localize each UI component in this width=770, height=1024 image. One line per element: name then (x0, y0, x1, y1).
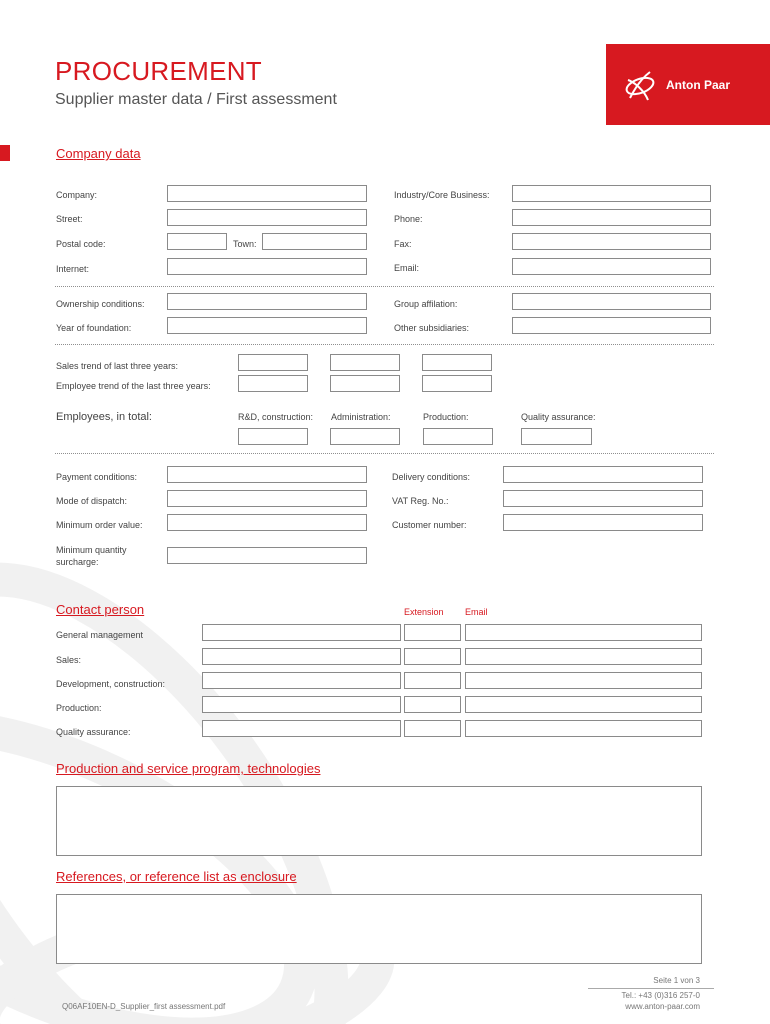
delivery-input[interactable] (503, 466, 703, 483)
page-subtitle: Supplier master data / First assessment (55, 91, 337, 108)
rd-label: R&D, construction: (238, 412, 314, 422)
customer-number-input[interactable] (503, 514, 703, 531)
customer-number-label: Customer number: (392, 520, 467, 530)
footer-web: www.anton-paar.com (625, 1002, 700, 1011)
subsidiaries-label: Other subsidiaries: (394, 323, 470, 333)
employee-trend-year1-input[interactable] (238, 375, 308, 392)
postal-code-input[interactable] (167, 233, 227, 250)
development-name-input[interactable] (202, 672, 401, 689)
section-marker (0, 145, 10, 161)
divider (55, 344, 714, 345)
divider (55, 453, 714, 454)
footer-rule (588, 988, 714, 989)
town-input[interactable] (262, 233, 367, 250)
foundation-input[interactable] (167, 317, 367, 334)
employee-trend-label: Employee trend of the last three years: (56, 381, 211, 391)
sales-extension-input[interactable] (404, 648, 461, 665)
min-qty-label-line2: surcharge: (56, 557, 99, 567)
min-qty-surcharge-input[interactable] (167, 547, 367, 564)
sales-trend-year1-input[interactable] (238, 354, 308, 371)
references-textarea[interactable] (56, 894, 702, 964)
employee-trend-year3-input[interactable] (422, 375, 492, 392)
vat-input[interactable] (503, 490, 703, 507)
company-data-heading: Company data (56, 146, 141, 161)
internet-label: Internet: (56, 264, 90, 274)
street-label: Street: (56, 214, 83, 224)
group-input[interactable] (512, 293, 711, 310)
sales-email-input[interactable] (465, 648, 702, 665)
production-label: Production: (423, 412, 469, 422)
street-input[interactable] (167, 209, 367, 226)
anton-paar-logo-icon (620, 66, 660, 106)
administration-label: Administration: (331, 412, 391, 422)
company-label: Company: (56, 190, 98, 200)
payment-label: Payment conditions: (56, 472, 138, 482)
industry-label: Industry/Core Business: (394, 190, 490, 200)
page-title: PROCUREMENT (55, 56, 262, 86)
contact-row-label: Sales: (56, 655, 82, 665)
development-extension-input[interactable] (404, 672, 461, 689)
email-input[interactable] (512, 258, 711, 275)
sales-name-input[interactable] (202, 648, 401, 665)
page-number: Seite 1 von 3 (653, 976, 700, 985)
phone-label: Phone: (394, 214, 423, 224)
contact-row-label: Quality assurance: (56, 727, 131, 737)
production-email-input[interactable] (465, 696, 702, 713)
ownership-label: Ownership conditions: (56, 299, 145, 309)
contact-person-heading: Contact person (56, 602, 145, 617)
fax-label: Fax: (394, 239, 412, 249)
industry-input[interactable] (512, 185, 711, 202)
quality-assurance-name-input[interactable] (202, 720, 401, 737)
rd-employees-input[interactable] (238, 428, 308, 445)
contact-row-label: General management (56, 630, 144, 640)
divider (55, 286, 714, 287)
foundation-label: Year of foundation: (56, 323, 132, 333)
dispatch-input[interactable] (167, 490, 367, 507)
group-label: Group affilation: (394, 299, 458, 309)
email-label: Email: (394, 263, 420, 273)
sales-trend-label: Sales trend of last three years: (56, 361, 179, 371)
production-extension-input[interactable] (404, 696, 461, 713)
footer-tel: Tel.: +43 (0)316 257-0 (621, 991, 700, 1000)
administration-employees-input[interactable] (330, 428, 400, 445)
subsidiaries-input[interactable] (512, 317, 711, 334)
general-management-email-input[interactable] (465, 624, 702, 641)
logo-text: Anton Paar (666, 78, 731, 92)
general-management-name-input[interactable] (202, 624, 401, 641)
ownership-input[interactable] (167, 293, 367, 310)
town-label: Town: (233, 239, 257, 249)
company-input[interactable] (167, 185, 367, 202)
vat-label: VAT Reg. No.: (392, 496, 449, 506)
production-employees-input[interactable] (423, 428, 493, 445)
phone-input[interactable] (512, 209, 711, 226)
fax-input[interactable] (512, 233, 711, 250)
references-heading: References, or reference list as enclosure (56, 869, 297, 884)
general-management-extension-input[interactable] (404, 624, 461, 641)
quality-assurance-extension-input[interactable] (404, 720, 461, 737)
quality-assurance-email-input[interactable] (465, 720, 702, 737)
sales-trend-year3-input[interactable] (422, 354, 492, 371)
quality-employees-input[interactable] (521, 428, 592, 445)
min-qty-label-line1: Minimum quantity (56, 545, 127, 555)
production-name-input[interactable] (202, 696, 401, 713)
employees-total-label: Employees, in total: (56, 411, 152, 423)
email-column-header: Email (465, 607, 488, 617)
dispatch-label: Mode of dispatch: (56, 496, 128, 506)
employee-trend-year2-input[interactable] (330, 375, 400, 392)
extension-column-header: Extension (404, 607, 444, 617)
min-order-label: Minimum order value: (56, 520, 143, 530)
sales-trend-year2-input[interactable] (330, 354, 400, 371)
footer-filename: Q06AF10EN-D_Supplier_first assessment.pdf (62, 1002, 226, 1011)
contact-row-label: Production: (56, 703, 102, 713)
payment-input[interactable] (167, 466, 367, 483)
contact-row-label: Development, construction: (56, 679, 166, 689)
quality-label: Quality assurance: (521, 412, 596, 422)
delivery-label: Delivery conditions: (392, 472, 471, 482)
development-email-input[interactable] (465, 672, 702, 689)
postal-code-label: Postal code: (56, 239, 106, 249)
production-program-textarea[interactable] (56, 786, 702, 856)
min-order-input[interactable] (167, 514, 367, 531)
internet-input[interactable] (167, 258, 367, 275)
production-program-heading: Production and service program, technologies (56, 761, 321, 776)
